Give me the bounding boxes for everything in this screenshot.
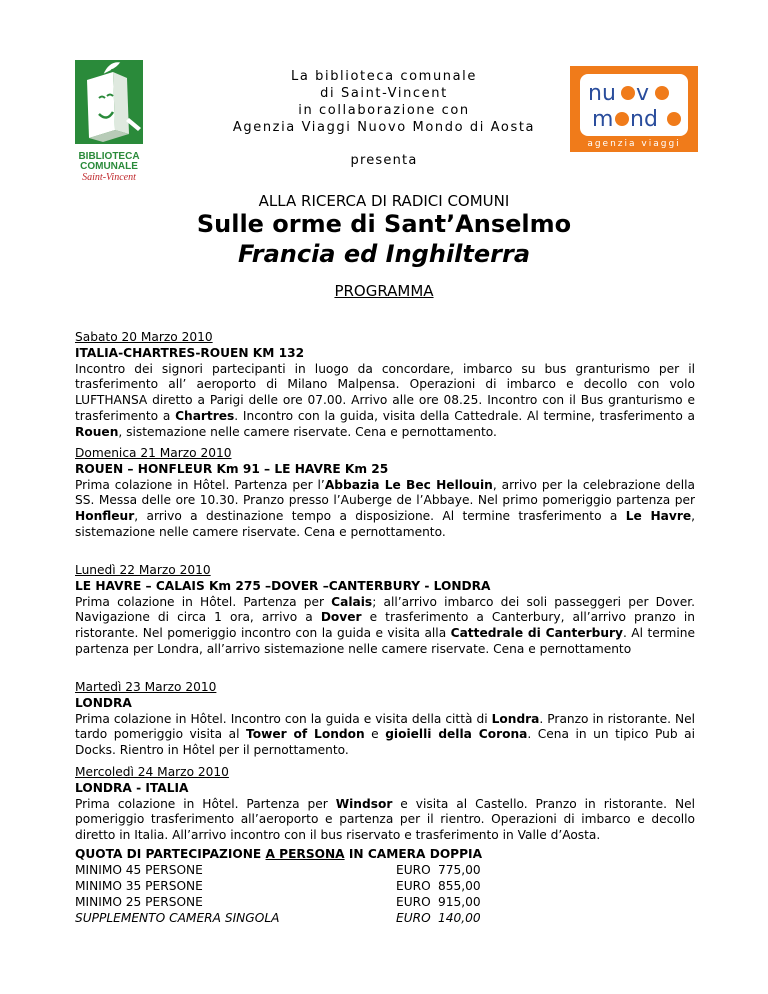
supplement-label: SUPPLEMENTO CAMERA SINGOLA: [75, 911, 280, 925]
highlight-place: Honfleur: [75, 509, 135, 524]
logo-word-nuovo: nu: [588, 81, 616, 106]
highlight-place: gioielli della Corona: [385, 727, 528, 742]
main-title: Sulle orme di Sant’Anselmo: [196, 210, 572, 238]
price-label: MINIMO 35 PERSONE: [75, 879, 203, 893]
supplement-amount: 140,00: [438, 911, 481, 925]
text-segment: . Cena in un tipico Pub ai Docks. Rientro in Hôtel per il pernottamento.: [75, 727, 695, 758]
header-block: [200, 68, 568, 136]
text-segment: e trasferimento a Canterbury, all’arrivo pranzo in ristorante. Nel pomeriggio incontro con la guida e visita alla: [75, 610, 695, 641]
price-currency: EURO: [396, 895, 431, 909]
highlight-place: Windsor: [335, 796, 393, 811]
highlight-place: Rouen: [75, 424, 119, 439]
quota-title: [75, 847, 482, 861]
header-line-4: Agenzia Viaggi Nuovo Mondo di Aosta: [232, 120, 536, 135]
presenta-text: presenta: [350, 153, 418, 168]
logo-word-mondo: m: [592, 107, 614, 132]
text-segment: Prima colazione in Hôtel. Incontro con la guida e visita della città di: [75, 711, 492, 726]
price-currency: EURO: [396, 863, 431, 877]
price-amount: 915,00: [438, 895, 481, 909]
logo-line-biblioteca: BIBLIOTECA: [78, 151, 140, 162]
highlight-place: Chartres: [175, 408, 235, 423]
highlight-place: Abbazia Le Bec Hellouin: [324, 477, 493, 492]
logo-tagline: agenzia viaggi: [587, 139, 681, 149]
highlight-place: Calais: [331, 594, 373, 609]
price-amount: 775,00: [438, 863, 481, 877]
day-route: ITALIA-CHARTRES-ROUEN KM 132: [75, 345, 305, 360]
highlight-place: Tower of London: [246, 727, 365, 742]
text-segment: ; all’arrivo imbarco dei soli passeggeri per Dover. Navigazione di circa 1 ora, arrivo a: [75, 594, 695, 625]
quota-title-b: IN CAMERA DOPPIA: [344, 847, 483, 861]
price-label: MINIMO 25 PERSONE: [75, 895, 203, 909]
logo-line-saint-vincent: Saint-Vincent: [82, 172, 136, 183]
day-section-2: [75, 446, 695, 541]
day-description: [75, 362, 695, 441]
header-line-2: di Saint-Vincent: [320, 86, 448, 101]
biblioteca-logo: [73, 58, 145, 183]
text-segment: , arrivo per la celebrazione della SS. Messa delle ore 10.30. Pranzo presso l’Auberge de l’Abbaye. Nel primo pomeriggio partenza per: [75, 477, 695, 508]
day-date: Mercoledì 24 Marzo 2010: [75, 765, 229, 779]
price-label: MINIMO 45 PERSONE: [75, 863, 203, 877]
text-segment: Prima colazione in Hôtel. Partenza per l’: [75, 477, 325, 492]
day-route: LONDRA: [75, 695, 132, 710]
day-route: ROUEN – HONFLEUR Km 91 – LE HAVRE Km 25: [75, 461, 389, 476]
highlight-place: Cattedrale di Canterbury: [450, 626, 623, 641]
day-date: Martedì 23 Marzo 2010: [75, 680, 217, 694]
nuovo-mondo-logo-icon: [570, 66, 698, 152]
day-date: Lunedì 22 Marzo 2010: [75, 563, 211, 577]
day-description: [75, 712, 695, 759]
text-segment: , arrivo a destinazione tempo a disposizione. Al termine trasferimento a: [134, 509, 626, 524]
nuovo-mondo-logo: [570, 66, 698, 152]
text-segment: . Pranzo in ristorante. Nel tardo pomeriggio visita al: [75, 711, 695, 742]
day-description: [75, 478, 695, 541]
price-currency: EURO: [396, 879, 431, 893]
logo-line-comunale: COMUNALE: [80, 161, 138, 172]
day-section-5: [75, 765, 695, 844]
supplement-currency: EURO: [396, 911, 431, 925]
quota-title-underlined: A PERSONA: [265, 847, 345, 861]
day-section-4: [75, 680, 695, 759]
day-section-1: [75, 330, 695, 441]
programma-heading: PROGRAMMA: [334, 282, 434, 300]
text-segment: Prima colazione in Hôtel. Partenza per: [75, 594, 332, 609]
highlight-place: Dover: [320, 610, 362, 625]
text-segment: , sistemazione nelle camere riservate. Cena e pernottamento.: [118, 424, 497, 439]
book-mascot-icon: [73, 58, 145, 146]
text-segment: e: [364, 727, 386, 742]
text-segment: . Al termine partenza per Londra, all’arrivo sistemazione nelle camere riservate. Cena e pernottamento: [75, 626, 695, 656]
text-segment: Prima colazione in Hôtel. Partenza per: [75, 796, 336, 811]
quota-title-a: QUOTA DI PARTECIPAZIONE: [75, 847, 266, 861]
day-date: Domenica 21 Marzo 2010: [75, 446, 232, 460]
text-segment: Incontro dei signori partecipanti in luogo da concordare, imbarco su bus granturismo per il trasferimento all’ aeroporto di Milano Malpensa. Operazioni di imbarco e decollo con volo LUFTHANSA diretto a Parigi delle ore 07.00. Arrivo alle ore 08.25. Incontro con il Bus granturismo e trasferimento a: [75, 361, 695, 423]
highlight-place: Londra: [491, 711, 540, 726]
header-line-3: in collaborazione con: [298, 103, 470, 118]
text-segment: , sistemazione nelle camere riservate. Cena e pernottamento.: [75, 509, 696, 539]
text-segment: . Incontro con la guida, visita della Cattedrale. Al termine, trasferimento a: [234, 408, 695, 423]
price-amount: 855,00: [438, 879, 481, 893]
subtitle: ALLA RICERCA DI RADICI COMUNI: [258, 192, 510, 210]
day-route: LONDRA - ITALIA: [75, 780, 189, 795]
day-description: [75, 595, 695, 658]
day-date: Sabato 20 Marzo 2010: [75, 330, 213, 344]
svg-text:v: v: [636, 81, 650, 106]
day-description: [75, 797, 695, 844]
text-segment: e visita al Castello. Pranzo in ristorante. Nel pomeriggio trasferimento all’aeroporto e partenza per il rientro. Operazioni di imbarco e decollo diretto in Italia. All’arrivo incontro con il bus riservato e trasferimento in Valle d’Aosta.: [75, 796, 695, 843]
day-section-3: [75, 563, 695, 658]
highlight-place: Le Havre: [625, 509, 692, 524]
day-route: LE HAVRE – CALAIS Km 275 –DOVER –CANTERBURY - LONDRA: [75, 578, 491, 593]
svg-text:nd: nd: [630, 107, 658, 132]
header-line-1: La biblioteca comunale: [291, 69, 477, 84]
italic-title: Francia ed Inghilterra: [237, 240, 531, 268]
